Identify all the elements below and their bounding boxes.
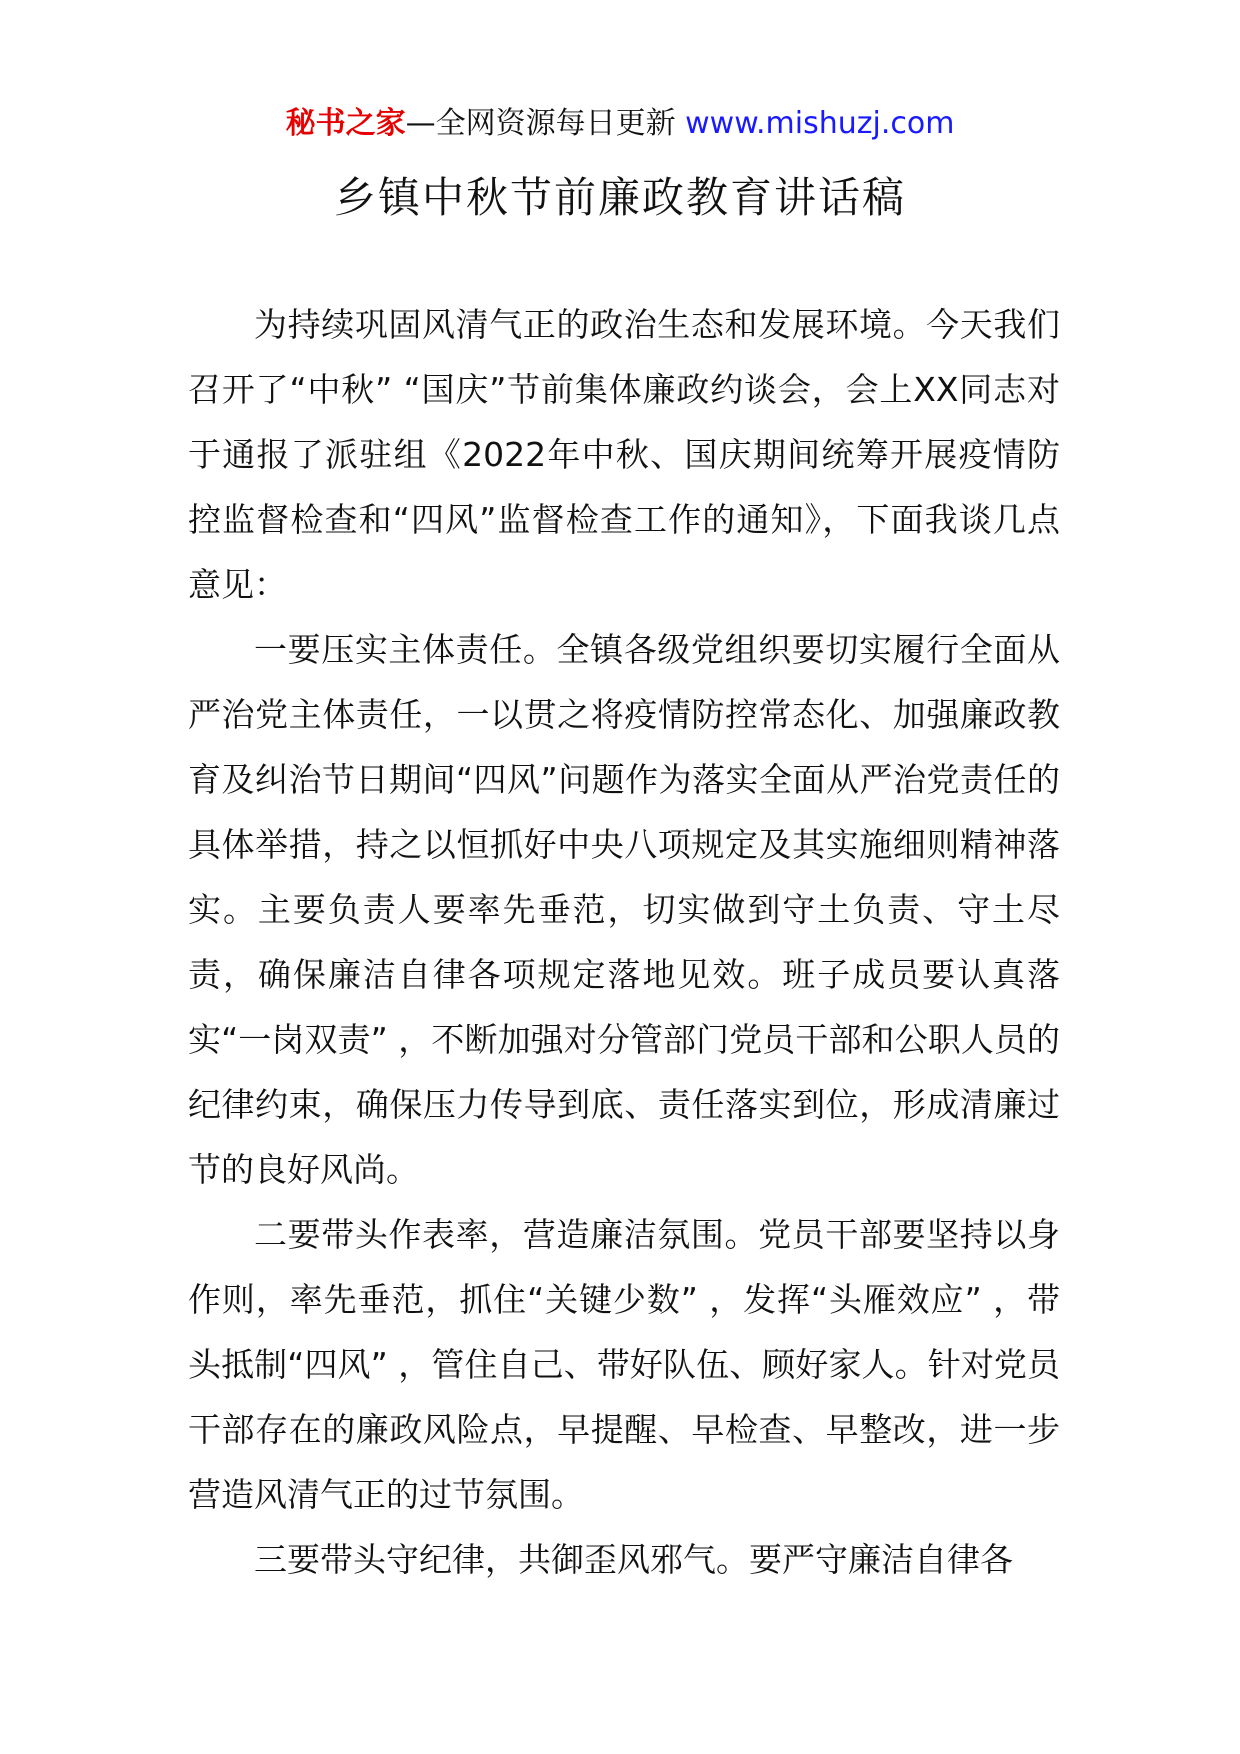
- document-title: 乡镇中秋节前廉政教育讲话稿: [333, 173, 906, 222]
- paragraph-intro: 为持续巩固风清气正的政治生态和发展环境。今天我们召开了“中秋” “国庆”节前集体廉政约谈会，会上XX同志对于通报了派驻组《2022年中秋、国庆期间统筹开展疫情防控监督检查和“四风”监督检查工作的通知》，下面我谈几点意见：: [188, 305, 1060, 604]
- paragraph-point-1: 一要压实主体责任。全镇各级党组织要切实履行全面从严治党主体责任，一以贯之将疫情防控常态化、加强廉政教育及纠治节日期间“四风”问题作为落实全面从严治党责任的具体举措，持之以恒抓好中央八项规定及其实施细则精神落实。主要负责人要率先垂范，切实做到守土负责、守土尽责，确保廉洁自律各项规定落地见效。班子成员要认真落实“一岗双责” ，不断加强对分管部门党员干部和公职人员的纪律约束，确保压力传导到底、责任落实到位，形成清廉过节的良好风尚。: [188, 630, 1060, 1189]
- paragraph-point-2: 二要带头作表率，营造廉洁氛围。党员干部要坚持以身作则，率先垂范，抓住“关键少数” ，发挥“头雁效应” ，带头抵制“四风” ，管住自己、带好队伍、顾好家人。针对党员干部存在的廉政风险点，早提醒、早检查、早整改，进一步营造风清气正的过节氛围。: [188, 1215, 1060, 1514]
- site-url-link[interactable]: www.mishuzj.com: [685, 106, 955, 141]
- document-body: [188, 292, 1060, 1592]
- paragraph-point-3: 三要带头守纪律，共御歪风邪气。要严守廉洁自律各: [254, 1540, 1013, 1579]
- site-slogan: —全网资源每日更新: [405, 106, 676, 141]
- site-header: [0, 102, 1240, 146]
- site-brand: 秘书之家: [285, 106, 406, 141]
